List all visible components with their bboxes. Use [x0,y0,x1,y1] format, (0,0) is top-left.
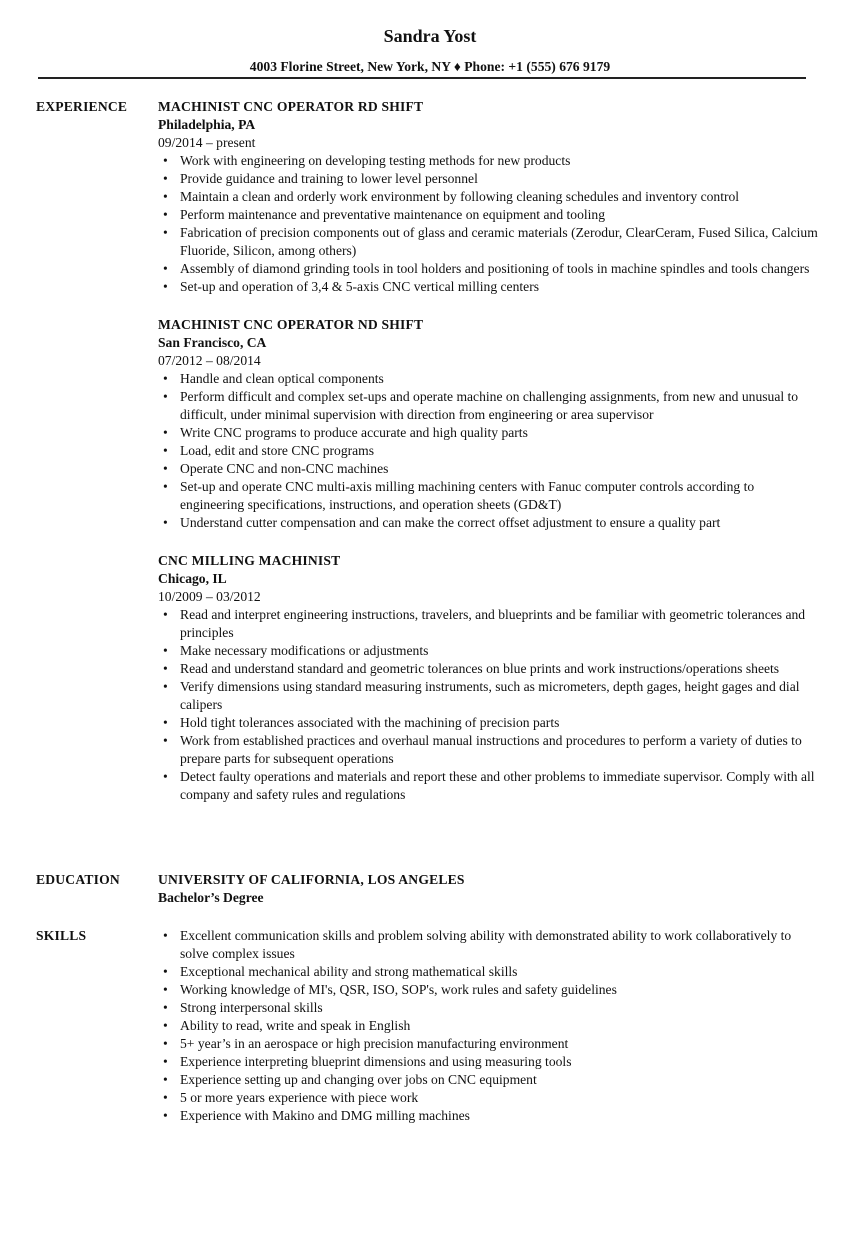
bullet-text: Make necessary modifications or adjustments [180,643,429,658]
education-heading: EDUCATION [36,872,120,887]
school-name: UNIVERSITY OF CALIFORNIA, LOS ANGELES [158,872,465,887]
list-item [158,224,818,260]
candidate-name: Sandra Yost [383,26,477,46]
list-item [158,1089,818,1107]
list-item [158,170,818,188]
list-item [158,206,818,224]
bullet-icon: • [163,153,168,168]
bullet-icon: • [163,461,168,476]
list-item [158,981,818,999]
education-body [158,871,818,907]
list-item [158,424,818,442]
bullet-icon: • [163,189,168,204]
skills-bullet-list [158,927,818,1125]
bullet-text: Verify dimensions using standard measuring instruments, such as micrometers, depth gages, height gages and dial calipers [180,679,800,712]
bullet-text: Read and understand standard and geometric tolerances on blue prints and work instructions/operations sheets [180,661,780,676]
list-item [158,514,818,532]
list-item [158,478,818,514]
bullet-text: Perform difficult and complex set-ups and operate machine on challenging assignments, from new and unusual to difficult, under minimal supervision with direction from engineering or area supervisor [180,389,799,422]
bullet-text: Fabrication of precision components out of glass and ceramic materials (Zerodur, ClearCeram, Fused Silica, Calcium Fluoride, Silicon, among others) [180,225,818,258]
job-title: CNC MILLING MACHINIST [158,553,341,568]
bullet-icon: • [163,982,168,997]
job-location: Chicago, IL [158,571,227,586]
bullet-icon: • [163,964,168,979]
list-item [158,1071,818,1089]
bullet-text: Set-up and operation of 3,4 & 5-axis CNC vertical milling centers [180,279,540,294]
bullet-icon: • [163,279,168,294]
bullet-text: Experience interpreting blueprint dimensions and using measuring tools [180,1054,572,1069]
bullet-icon: • [163,479,168,494]
list-item [158,963,818,981]
list-item [158,278,818,296]
bullet-icon: • [163,389,168,404]
list-item [158,1017,818,1035]
list-item [158,678,818,714]
bullet-icon: • [163,661,168,676]
job-dates: 07/2012 – 08/2014 [158,353,261,368]
list-item [158,388,818,424]
bullet-icon: • [163,607,168,622]
bullet-text: Provide guidance and training to lower level personnel [180,171,478,186]
list-item [158,188,818,206]
job-entry [158,316,818,532]
list-item [158,1053,818,1071]
bullet-text: 5+ year’s in an aerospace or high precision manufacturing environment [180,1036,569,1051]
job-title: MACHINIST CNC OPERATOR RD SHIFT [158,99,424,114]
bullet-icon: • [163,1072,168,1087]
list-item [158,606,818,642]
header-divider [38,77,806,79]
bullet-text: Load, edit and store CNC programs [180,443,375,458]
bullet-text: Detect faulty operations and materials and report these and other problems to immediate supervisor. Comply with all company and safety rules and regulations [180,769,815,802]
job-dates: 09/2014 – present [158,135,256,150]
bullet-text: Operate CNC and non-CNC machines [180,461,389,476]
bullet-icon: • [163,171,168,186]
bullet-text: Exceptional mechanical ability and strong mathematical skills [180,964,518,979]
list-item [158,714,818,732]
list-item [158,732,818,768]
job-bullet-list [158,152,818,296]
bullet-text: Maintain a clean and orderly work environment by following cleaning schedules and inventory control [180,189,740,204]
list-item [158,1035,818,1053]
job-bullet-list [158,606,818,804]
bullet-icon: • [163,928,168,943]
list-item [158,999,818,1017]
bullet-text: Excellent communication skills and problem solving ability with demonstrated ability to work collaboratively to solve complex issues [180,928,792,961]
list-item [158,152,818,170]
bullet-text: Perform maintenance and preventative maintenance on equipment and tooling [180,207,606,222]
job-location: San Francisco, CA [158,335,267,350]
bullet-icon: • [163,1054,168,1069]
bullet-text: Hold tight tolerances associated with the machining of precision parts [180,715,560,730]
bullet-text: Working knowledge of MI's, QSR, ISO, SOP's, work rules and safety guidelines [180,982,617,997]
list-item [158,642,818,660]
bullet-text: Work from established practices and overhaul manual instructions and procedures to perform a variety of duties to prepare parts for subsequent operations [180,733,802,766]
list-item [158,442,818,460]
bullet-icon: • [163,225,168,240]
bullet-icon: • [163,1108,168,1123]
bullet-icon: • [163,679,168,694]
bullet-icon: • [163,261,168,276]
bullet-icon: • [163,1090,168,1105]
skills-heading: SKILLS [36,928,87,943]
contact-line: 4003 Florine Street, New York, NY ♦ Phone: +1 (555) 676 9179 [249,59,611,74]
job-entry [158,552,818,804]
bullet-text: Read and interpret engineering instructions, travelers, and blueprints and be familiar with geometric tolerances and principles [180,607,806,640]
bullet-icon: • [163,371,168,386]
experience-body [158,98,818,824]
bullet-icon: • [163,1000,168,1015]
bullet-text: 5 or more years experience with piece work [180,1090,419,1105]
job-entry [158,98,818,296]
bullet-icon: • [163,733,168,748]
degree: Bachelor’s Degree [158,890,264,905]
bullet-text: Set-up and operate CNC multi-axis milling machining centers with Fanuc computer controls according to engineering specifications, instructions, and operation sheets (GD&T) [180,479,755,512]
list-item [158,370,818,388]
list-item [158,260,818,278]
bullet-text: Write CNC programs to produce accurate and high quality parts [180,425,528,440]
bullet-text: Understand cutter compensation and can make the correct offset adjustment to ensure a quality part [180,515,721,530]
bullet-text: Strong interpersonal skills [180,1000,323,1015]
bullet-icon: • [163,715,168,730]
bullet-text: Experience with Makino and DMG milling machines [180,1108,470,1123]
bullet-icon: • [163,425,168,440]
bullet-text: Ability to read, write and speak in English [180,1018,411,1033]
list-item [158,660,818,678]
bullet-text: Assembly of diamond grinding tools in tool holders and positioning of tools in machine spindles and tools changers [180,261,810,276]
job-location: Philadelphia, PA [158,117,256,132]
bullet-text: Work with engineering on developing testing methods for new products [180,153,571,168]
list-item [158,768,818,804]
list-item [158,460,818,478]
experience-heading: EXPERIENCE [36,99,128,114]
bullet-text: Experience setting up and changing over jobs on CNC equipment [180,1072,537,1087]
bullet-icon: • [163,643,168,658]
job-dates: 10/2009 – 03/2012 [158,589,261,604]
list-item [158,927,818,963]
bullet-icon: • [163,1036,168,1051]
bullet-icon: • [163,207,168,222]
bullet-icon: • [163,1018,168,1033]
job-bullet-list [158,370,818,532]
bullet-icon: • [163,443,168,458]
bullet-icon: • [163,515,168,530]
list-item [158,1107,818,1125]
bullet-icon: • [163,769,168,784]
job-title: MACHINIST CNC OPERATOR ND SHIFT [158,317,424,332]
bullet-text: Handle and clean optical components [180,371,384,386]
skills-body [158,927,818,1125]
